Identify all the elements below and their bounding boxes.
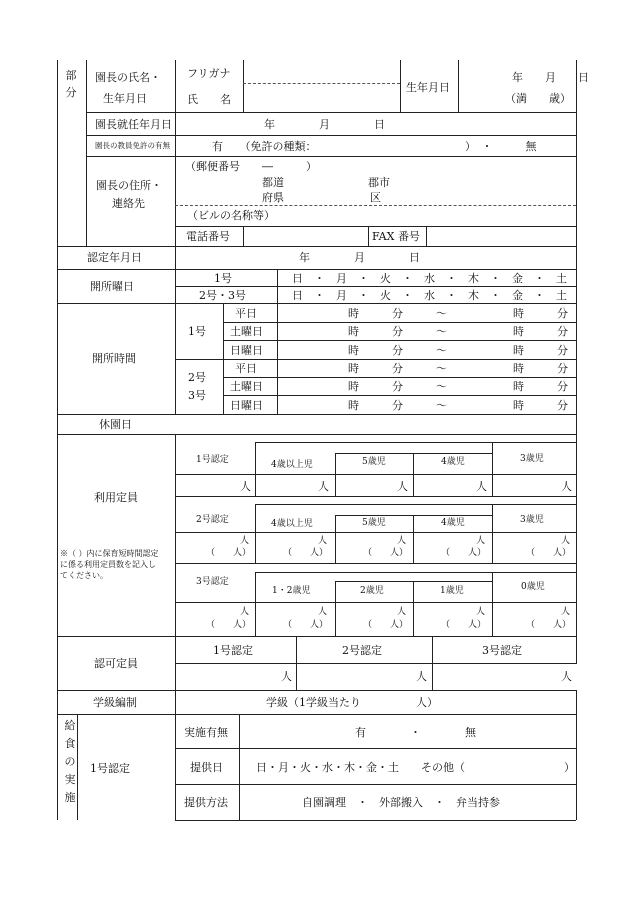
- hours-time: 時 分 〜 時 分: [348, 399, 568, 412]
- lunch-vertical-label: 給 食 の 実 施: [64, 719, 76, 804]
- open-hours-group-1: 1号: [188, 325, 206, 338]
- cert2-col-4: 3歳児: [520, 515, 544, 525]
- contact-label: 連絡先: [112, 197, 145, 210]
- open-days-type-1: 1号: [214, 272, 232, 285]
- outer-right-line-lower: [576, 690, 577, 820]
- cert2-col-2: 5歳児: [362, 518, 386, 528]
- phone-label: 電話番号: [186, 230, 230, 243]
- city: 郡市: [368, 176, 390, 189]
- cert2-short-unit: （ 人）: [526, 548, 572, 558]
- cert2-unit: 人: [476, 536, 486, 546]
- appointed-label: 園長就任年月日: [95, 118, 172, 131]
- cert1-unit: 人: [397, 480, 408, 493]
- lunch-row-value: 自園調理 ・ 外部搬入 ・ 弁当持参: [302, 796, 500, 809]
- hours-day: 日曜日: [230, 399, 263, 412]
- lunch-row-value: 日・月・火・水・木・金・土 その他（ ）: [256, 761, 575, 774]
- hours-time: 時 分 〜 時 分: [348, 380, 568, 393]
- birthdate-label: 生年月日: [406, 81, 450, 94]
- furigana-label: フリガナ: [187, 67, 231, 80]
- cert3-unit: 人: [240, 607, 250, 617]
- hours-time: 時 分 〜 時 分: [348, 325, 568, 338]
- cert1-col-3: 4歳児: [441, 457, 465, 467]
- approved-unit: 人: [281, 670, 292, 683]
- name-label: 氏 名: [187, 93, 231, 106]
- building-name: （ビルの名称等）: [187, 209, 275, 222]
- lunch-row-value: 有 ・ 無: [355, 726, 476, 739]
- class-label: 学級編制: [93, 696, 137, 709]
- cert2-label: 2号認定: [196, 515, 229, 525]
- cert3-short-unit: （ 人）: [283, 620, 329, 630]
- cert1-unit: 人: [240, 480, 251, 493]
- cert2-unit: 人: [561, 536, 571, 546]
- hours-day: 平日: [235, 362, 257, 375]
- section-a-vertical-label: 部 分: [65, 69, 77, 99]
- cert3-unit: 人: [318, 607, 328, 617]
- outer-right-line: [576, 60, 577, 664]
- open-days-type-2: 2号・3号: [199, 289, 246, 302]
- hours-day: 日曜日: [230, 344, 263, 357]
- lunch-row-label: 提供日: [190, 761, 223, 774]
- cert3-col-1: 1・2歳児: [272, 586, 311, 596]
- cert2-unit: 人: [240, 536, 250, 546]
- open-days-label: 開所曜日: [90, 280, 134, 293]
- cert1-col-4: 3歳児: [520, 454, 544, 464]
- approved-col-1: 1号認定: [213, 644, 253, 657]
- cert1-col-2: 5歳児: [362, 457, 386, 467]
- cert2-short-unit: （ 人）: [441, 548, 487, 558]
- hours-time: 時 分 〜 時 分: [348, 307, 568, 320]
- cert2-short-unit: （ 人）: [283, 548, 329, 558]
- cert3-short-unit: （ 人）: [206, 620, 252, 630]
- prefecture-2: 府県: [262, 191, 284, 204]
- holiday-label: 休園日: [99, 418, 132, 431]
- open-days-days-1: 日 ・ 月 ・ 火 ・ 水 ・ 木 ・ 金 ・ 土: [292, 272, 567, 285]
- open-hours-group-3: 3号: [188, 389, 206, 402]
- license-label: 園長の教員免許の有無: [95, 141, 170, 150]
- certified-date-value: 年 月 日: [299, 251, 420, 264]
- hours-day: 土曜日: [230, 380, 263, 393]
- postal-code: （郵便番号 ― ）: [185, 160, 317, 173]
- cert3-short-unit: （ 人）: [441, 620, 487, 630]
- cert2-unit: 人: [397, 536, 407, 546]
- approved-capacity-label: 認可定員: [94, 657, 138, 670]
- cert1-unit: 人: [476, 480, 487, 493]
- approved-unit: 人: [561, 670, 572, 683]
- hours-time: 時 分 〜 時 分: [348, 362, 568, 375]
- open-days-days-2: 日 ・ 月 ・ 火 ・ 水 ・ 木 ・ 金 ・ 土: [292, 289, 567, 302]
- approved-col-3: 3号認定: [482, 644, 522, 657]
- cert1-col-1: 4歳以上児: [271, 460, 313, 470]
- cert1-unit: 人: [561, 480, 572, 493]
- cert3-col-4: 0歳児: [521, 582, 545, 592]
- cert2-unit: 人: [318, 536, 328, 546]
- cert3-unit: 人: [397, 607, 407, 617]
- approved-unit: 人: [416, 670, 427, 683]
- hours-day: 土曜日: [230, 325, 263, 338]
- open-hours-label: 開所時間: [92, 352, 136, 365]
- cert3-short-unit: （ 人）: [526, 620, 572, 630]
- cert3-col-3: 1歳児: [440, 586, 464, 596]
- outer-left-line: [57, 60, 58, 820]
- cert1-unit: 人: [318, 480, 329, 493]
- director-name-label: 園長の氏名・: [95, 71, 161, 84]
- cert3-col-2: 2歳児: [360, 586, 384, 596]
- cert3-short-unit: （ 人）: [363, 620, 409, 630]
- director-birth-label: 生年月日: [103, 92, 147, 105]
- cert1-label: 1号認定: [196, 455, 229, 465]
- class-value: 学級（1学級当たり 人）: [266, 696, 438, 709]
- appointed-value: 年 月 日: [264, 118, 385, 131]
- cert3-unit: 人: [476, 607, 486, 617]
- cert3-unit: 人: [561, 607, 571, 617]
- age-value: （満 歳）: [505, 92, 571, 105]
- cert2-short-unit: （ 人）: [363, 548, 409, 558]
- capacity-note: ※（ ）内に保育短時間認定に係る利用定員数を記入してください。: [60, 549, 159, 580]
- lunch-cert: 1号認定: [90, 762, 130, 775]
- cert2-col-1: 4歳以上児: [271, 519, 313, 529]
- hours-time: 時 分 〜 時 分: [348, 344, 568, 357]
- fax-label: FAX 番号: [372, 230, 420, 243]
- ward: 区: [370, 191, 381, 204]
- approved-col-2: 2号認定: [342, 644, 382, 657]
- cert2-col-3: 4歳児: [441, 518, 465, 528]
- lunch-row-label: 提供方法: [184, 796, 228, 809]
- certified-date-label: 認定年月日: [87, 251, 142, 264]
- open-hours-group-2: 2号: [188, 371, 206, 384]
- cert2-short-unit: （ 人）: [206, 548, 252, 558]
- prefecture-1: 都道: [262, 176, 284, 189]
- birthdate-value: 年 月 日: [512, 71, 589, 84]
- capacity-label: 利用定員: [94, 491, 138, 504]
- lunch-row-label: 実施有無: [184, 726, 228, 739]
- address-label: 園長の住所・: [96, 179, 162, 192]
- hours-day: 平日: [235, 307, 257, 320]
- cert3-label: 3号認定: [196, 577, 229, 587]
- license-value: 有 （免許の種類： ） ・ 無: [212, 140, 537, 153]
